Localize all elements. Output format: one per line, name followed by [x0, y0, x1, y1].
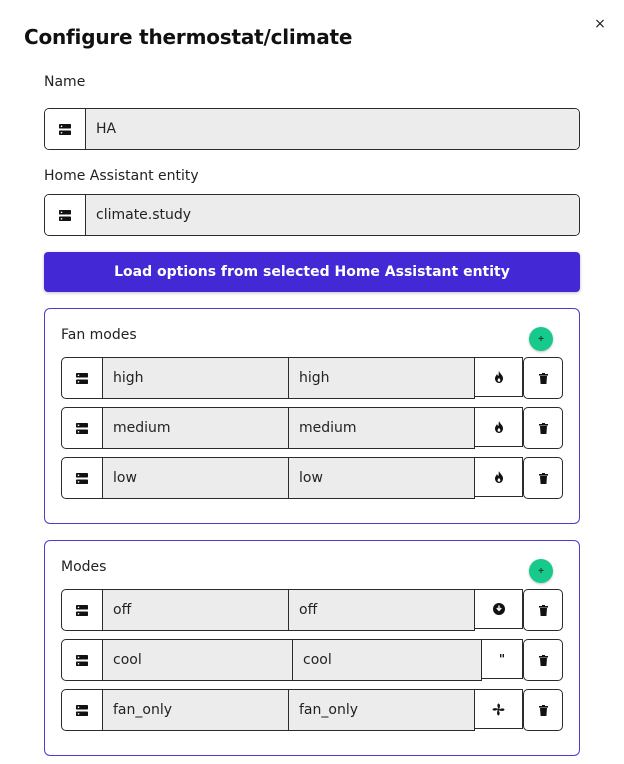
fan-mode-value[interactable]: medium	[289, 407, 475, 449]
server-icon	[61, 357, 103, 399]
mode-key[interactable]: off	[103, 589, 289, 631]
trash-icon[interactable]	[523, 589, 563, 631]
server-icon	[61, 639, 103, 681]
server-icon	[45, 109, 86, 149]
fan-mode-key[interactable]: high	[103, 357, 289, 399]
dialog-title: Configure thermostat/climate	[24, 25, 353, 49]
server-icon	[61, 689, 103, 731]
quote-icon[interactable]: "	[482, 639, 523, 679]
fan-mode-key[interactable]: medium	[103, 407, 289, 449]
mode-row	[61, 689, 563, 731]
mode-row	[61, 589, 563, 631]
mode-key[interactable]: fan_only	[103, 689, 289, 731]
mode-row	[61, 639, 563, 681]
trash-icon[interactable]	[523, 357, 563, 399]
modes-section	[44, 540, 580, 756]
fan-mode-value[interactable]: high	[289, 357, 475, 399]
mode-value[interactable]: cool	[293, 639, 482, 681]
fan-mode-row	[61, 457, 563, 499]
name-input[interactable]	[86, 109, 579, 149]
fan-mode-row	[61, 407, 563, 449]
fan-icon[interactable]	[475, 689, 523, 729]
name-field-group	[44, 108, 580, 150]
trash-icon[interactable]	[523, 689, 563, 731]
mode-value[interactable]: off	[289, 589, 475, 631]
add-fan-mode-button[interactable]: +	[529, 327, 553, 351]
add-mode-button[interactable]: +	[529, 559, 553, 583]
server-icon	[45, 195, 86, 235]
entity-label: Home Assistant entity	[44, 168, 199, 184]
fan-mode-row	[61, 357, 563, 399]
mode-key[interactable]: cool	[103, 639, 293, 681]
trash-icon[interactable]	[523, 407, 563, 449]
fan-modes-title: Fan modes	[61, 327, 137, 343]
mode-value[interactable]: fan_only	[289, 689, 475, 731]
fan-mode-key[interactable]: low	[103, 457, 289, 499]
close-icon[interactable]: ×	[594, 16, 606, 32]
name-label: Name	[44, 74, 86, 90]
modes-title: Modes	[61, 559, 107, 575]
power-circle-icon[interactable]	[475, 589, 523, 629]
load-options-button[interactable]: Load options from selected Home Assistant entity	[44, 252, 580, 292]
fire-icon[interactable]	[475, 357, 523, 397]
fire-icon[interactable]	[475, 407, 523, 447]
server-icon	[61, 589, 103, 631]
server-icon	[61, 457, 103, 499]
trash-icon[interactable]	[523, 457, 563, 499]
fan-modes-section	[44, 308, 580, 524]
trash-icon[interactable]	[523, 639, 563, 681]
entity-input[interactable]	[86, 195, 579, 235]
fire-icon[interactable]	[475, 457, 523, 497]
entity-field-group	[44, 194, 580, 236]
server-icon	[61, 407, 103, 449]
fan-mode-value[interactable]: low	[289, 457, 475, 499]
